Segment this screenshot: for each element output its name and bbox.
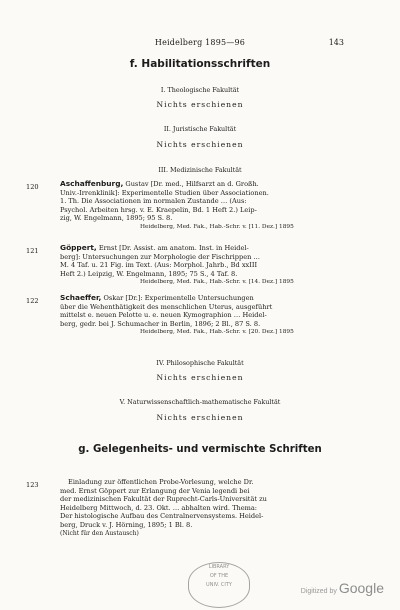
faculty-heading-theology: I. Theologische Fakultät: [160, 86, 240, 94]
entry-number: 121: [26, 247, 39, 255]
section-f-title: f. Habilitationsschriften: [129, 58, 271, 70]
entry-line: Einladung zur öffentlichen Probe-Vorlesung, welche Dr.: [68, 478, 254, 486]
bibliography-entry: [60, 244, 350, 287]
entry-line: Univ.-Irrenklinik]: Experimentelle Studien über Associationen.: [60, 188, 269, 197]
entry-number: 122: [26, 297, 39, 305]
author-name: Schaeffer,: [60, 294, 102, 302]
entry-line: med. Ernst Göppert zur Erlangung der Venia legendi bei: [60, 486, 250, 495]
bibliography-entry: [60, 180, 350, 232]
faculty-heading-medicine: III. Medizinische Fakultät: [158, 166, 242, 174]
faculty-heading-law: II. Juristische Fakultät: [163, 125, 237, 133]
entry-line: Ernst [Dr. Assist. am anatom. Inst. in Heidel-: [98, 244, 249, 252]
entry-line: Heidelberg, Med. Fak., Hab.-Schr. v. [20. Dez.] 1895: [140, 329, 294, 336]
entry-line: (Nicht für den Austausch): [60, 529, 139, 537]
nothing-published-natural-sciences: Nichts erschienen: [156, 413, 244, 422]
entry-line: mittelst e. neuen Pelotte u. e. neuen Kymographion … Heidel-: [60, 311, 267, 320]
google-logo: Google: [338, 580, 384, 596]
entry-line: Gustav [Dr. med., Hilfsarzt an d. Großh.: [125, 180, 259, 188]
bibliography-entry: [60, 294, 350, 337]
entry-line: berg]: Untersuchungen zur Morphologie der Fischrippen …: [60, 252, 261, 261]
nothing-published-theology: Nichts erschienen: [156, 100, 244, 109]
entry-line: Der histologische Aufbau des Centralnervensystems. Heidel-: [60, 512, 264, 521]
entry-line: Heidelberg Mittwoch, d. 23. Okt. … abhalten wird. Thema:: [60, 503, 258, 512]
stamp-text: OF THE: [209, 573, 229, 579]
library-stamp: [188, 562, 250, 608]
entry-line: M. 4 Taf. u. 21 Fig. im Text. (Aus: Morphol. Jahrb., Bd xxIII: [60, 261, 258, 270]
section-g-title: g. Gelegenheits- und vermischte Schriften: [78, 444, 322, 455]
google-watermark: [301, 580, 384, 596]
entry-line: Heidelberg, Med. Fak., Hab.-Schr. v. [11. Dez.] 1895: [140, 223, 294, 230]
nothing-published-law: Nichts erschienen: [156, 140, 244, 149]
stamp-text: UNIV. CITY: [206, 582, 232, 588]
entry-line: über die Wehenthätigkeit des menschlichen Uterus, ausgeführt: [60, 302, 273, 311]
faculty-heading-philosophy: IV. Philosophische Fakultät: [156, 359, 244, 367]
entry-line: Heidelberg, Med. Fak., Hab.-Schr. v. [14. Dez.] 1895: [140, 279, 294, 286]
entry-line: berg, Druck v. J. Hörning, 1895; 1 Bl. 8.: [60, 520, 193, 529]
entry-line: zig, W. Engelmann, 1895; 95 S. 8.: [60, 214, 173, 223]
nothing-published-philosophy: Nichts erschienen: [156, 373, 244, 382]
stamp-text: LIBRARY: [208, 564, 230, 570]
author-name: Aschaffenburg,: [60, 180, 124, 188]
faculty-heading-natural-sciences: V. Naturwissenschaftlich-mathematische Fakultät: [119, 398, 281, 406]
page-number: 143: [328, 38, 344, 47]
entry-line: 1. Th. Die Associationen im normalen Zustande … (Aus:: [60, 197, 247, 206]
entry-line: Psychol. Arbeiten hrsg. v. E. Kraepelin, Bd. 1 Heft 2.) Leip-: [60, 205, 257, 214]
entry-line: Heft 2.) Leipzig, W. Engelmann, 1895; 75 S., 4 Taf. 8.: [60, 269, 238, 278]
running-head: Heidelberg 1895—96: [154, 38, 246, 47]
entry-number: 123: [26, 481, 39, 489]
author-name: Göppert,: [60, 244, 97, 252]
bibliography-entry: [60, 478, 350, 538]
entry-line: Oskar [Dr.]: Experimentelle Untersuchungen: [103, 294, 254, 302]
watermark-prefix: Digitized by: [300, 588, 337, 595]
entry-line: berg, gedr. bei J. Schumacher in Berlin, 1896; 2 Bl., 87 S. 8.: [60, 319, 261, 328]
entry-line: der medizinischen Fakultät der Ruprecht-Carls-Universität zu: [60, 495, 267, 504]
entry-number: 120: [26, 183, 39, 191]
